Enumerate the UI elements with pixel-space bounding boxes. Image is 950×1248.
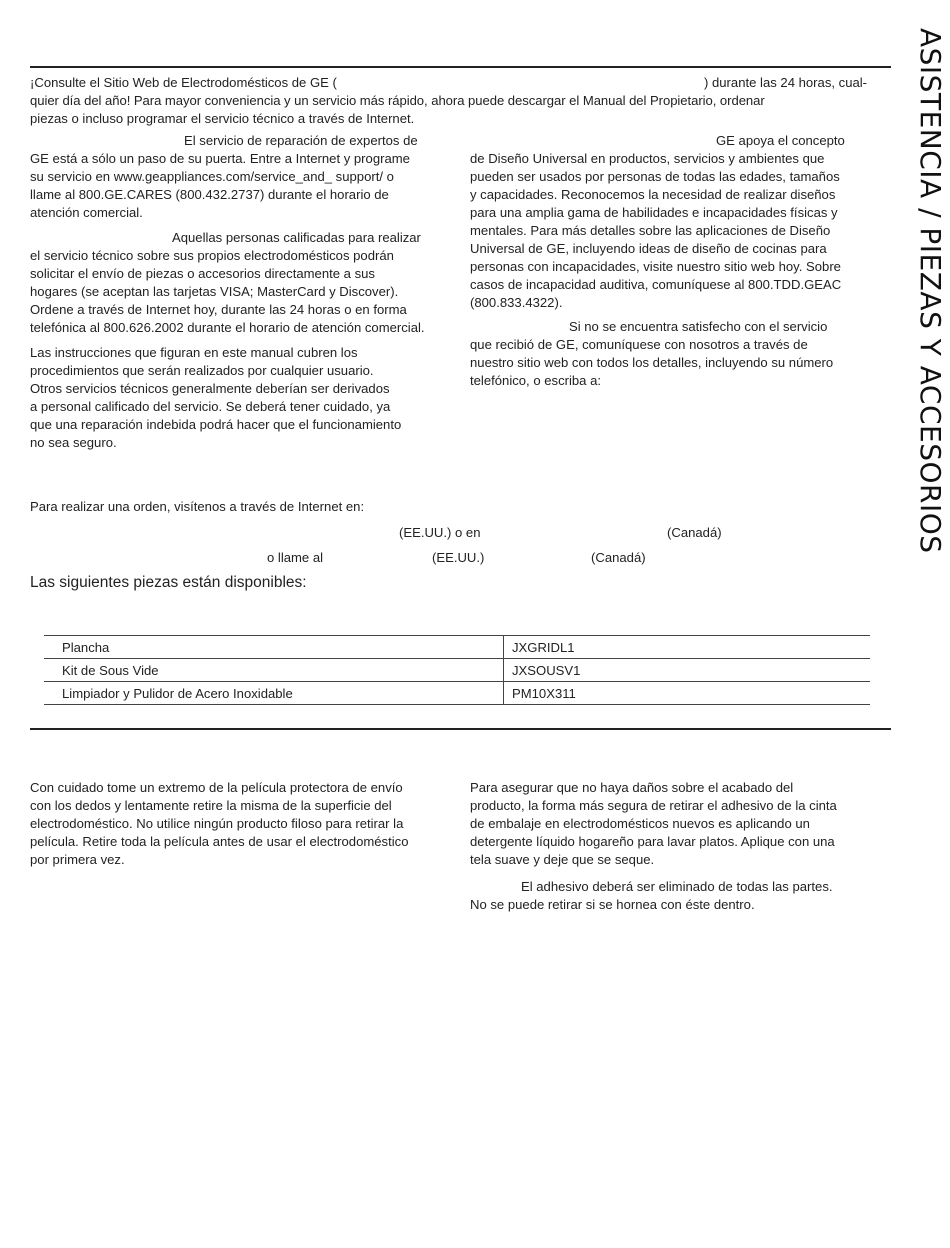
instructions-paragraph bbox=[30, 344, 460, 452]
text-line: su servicio en www.geappliances.com/service_and_ support/ o bbox=[30, 169, 394, 184]
text-line: (800.833.4322). bbox=[470, 295, 563, 310]
text-line: a personal calificado del servicio. Se deberá tener cuidado, ya bbox=[30, 399, 391, 414]
text-line: Universal de GE, incluyendo ideas de diseño de cocinas para bbox=[470, 241, 827, 256]
text-line: El servicio de reparación de expertos de bbox=[184, 133, 418, 148]
order-line: Para realizar una orden, visítenos a través de Internet en: bbox=[30, 499, 365, 514]
text-line: y capacidades. Reconocemos la necesidad de realizar diseños bbox=[470, 187, 836, 202]
order-call-label: o llame al bbox=[267, 550, 324, 565]
service-paragraph bbox=[30, 132, 460, 222]
intro-line-1-right: ) durante las 24 horas, cual- bbox=[704, 75, 868, 90]
text-line: telefónico, o escriba a: bbox=[470, 373, 602, 388]
text-line: Si no se encuentra satisfecho con el servicio bbox=[569, 319, 828, 334]
intro-line-3: piezas o incluso programar el servicio técnico a través de Internet. bbox=[30, 111, 415, 126]
text-line: tela suave y deje que se seque. bbox=[470, 852, 655, 867]
text-line: telefónica al 800.626.2002 durante el horario de atención comercial. bbox=[30, 320, 425, 335]
text-line: película. Retire toda la película antes de usar el electrodoméstico bbox=[30, 834, 409, 849]
text-line: que recibió de GE, comuníquese con nosotros a través de bbox=[470, 337, 808, 352]
text-line: producto, la forma más segura de retirar el adhesivo de la cinta bbox=[470, 798, 837, 813]
text-line: Las instrucciones que figuran en este manual cubren los bbox=[30, 345, 358, 360]
film-removal-paragraph bbox=[30, 779, 460, 869]
text-line: el servicio técnico sobre sus propios electrodomésticos podrán bbox=[30, 248, 394, 263]
part-number: JXGRIDL1 bbox=[504, 636, 871, 659]
order-us-label: (EE.UU.) o en bbox=[399, 525, 481, 540]
text-line: electrodoméstico. No utilice ningún producto filoso para retirar la bbox=[30, 816, 404, 831]
text-line: El adhesivo deberá ser eliminado de todas las partes. bbox=[521, 879, 833, 894]
table-row bbox=[44, 682, 870, 705]
text-line: solicitar el envío de piezas o accesorios directamente a sus bbox=[30, 266, 375, 281]
text-line: por primera vez. bbox=[30, 852, 125, 867]
parts-heading: Las siguientes piezas están disponibles: bbox=[30, 574, 307, 591]
text-line: nuestro sitio web con todos los detalles, incluyendo su número bbox=[470, 355, 834, 370]
top-divider bbox=[30, 66, 891, 68]
tape-removal-paragraph bbox=[470, 779, 895, 869]
text-line: procedimientos que serán realizados por cualquier usuario. bbox=[30, 363, 374, 378]
parts-table bbox=[44, 635, 870, 705]
text-line: atención comercial. bbox=[30, 205, 143, 220]
intro-line-2: quier día del año! Para mayor conveniencia y un servicio más rápido, ahora puede descargar el Manual del Propietario, ordenar bbox=[30, 93, 765, 108]
parts-paragraph bbox=[30, 229, 470, 337]
text-line: casos de incapacidad auditiva, comuníquese al 800.TDD.GEAC bbox=[470, 277, 842, 292]
part-name: Plancha bbox=[44, 636, 504, 659]
text-line: personas con incapacidades, visite nuestro sitio web hoy. Sobre bbox=[470, 259, 841, 274]
intro-line-1-left: ¡Consulte el Sitio Web de Electrodomésticos de GE ( bbox=[30, 75, 337, 90]
text-line: llame al 800.GE.CARES (800.432.2737) durante el horario de bbox=[30, 187, 389, 202]
text-line: Aquellas personas calificadas para realizar bbox=[172, 230, 421, 245]
text-line: que una reparación indebida podrá hacer que el funcionamiento bbox=[30, 417, 402, 432]
text-line: no sea seguro. bbox=[30, 435, 117, 450]
part-name: Kit de Sous Vide bbox=[44, 659, 504, 682]
universal-design-paragraph bbox=[470, 132, 895, 312]
text-line: con los dedos y lentamente retire la misma de la superficie del bbox=[30, 798, 392, 813]
text-line: de Diseño Universal en productos, servicios y ambientes que bbox=[470, 151, 825, 166]
table-row bbox=[44, 659, 870, 682]
section-divider bbox=[30, 728, 891, 730]
text-line: para una amplia gama de habilidades e incapacidades físicas y bbox=[470, 205, 838, 220]
part-number: PM10X311 bbox=[504, 682, 871, 705]
order-us-phone-label: (EE.UU.) bbox=[432, 550, 485, 565]
text-line: de embalaje en electrodomésticos nuevos es aplicando un bbox=[470, 816, 810, 831]
order-canada-phone-label: (Canadá) bbox=[591, 550, 646, 565]
section-side-title bbox=[915, 28, 947, 568]
contact-paragraph bbox=[470, 318, 895, 390]
adhesive-paragraph bbox=[470, 878, 895, 914]
text-line: hogares (se aceptan las tarjetas VISA; MasterCard y Discover). bbox=[30, 284, 399, 299]
text-line: mentales. Para más detalles sobre las aplicaciones de Diseño bbox=[470, 223, 831, 238]
text-line: Para asegurar que no haya daños sobre el acabado del bbox=[470, 780, 794, 795]
text-line: Con cuidado tome un extremo de la película protectora de envío bbox=[30, 780, 403, 795]
text-line: Otros servicios técnicos generalmente deberían ser derivados bbox=[30, 381, 390, 396]
table-row bbox=[44, 636, 870, 659]
part-number: JXSOUSV1 bbox=[504, 659, 871, 682]
order-canada-label: (Canadá) bbox=[667, 525, 722, 540]
text-line: GE está a sólo un paso de su puerta. Entre a Internet y programe bbox=[30, 151, 410, 166]
text-line: Ordene a través de Internet hoy, durante las 24 horas o en forma bbox=[30, 302, 407, 317]
side-title-text: ASISTENCIA / PIEZAS Y ACCESORIOS bbox=[914, 28, 947, 554]
part-name: Limpiador y Pulidor de Acero Inoxidable bbox=[44, 682, 504, 705]
text-line: detergente líquido hogareño para lavar platos. Aplique con una bbox=[470, 834, 835, 849]
text-line: pueden ser usados por personas de todas las edades, tamaños bbox=[470, 169, 840, 184]
text-line: GE apoya el concepto bbox=[716, 133, 845, 148]
text-line: No se puede retirar si se hornea con éste dentro. bbox=[470, 897, 755, 912]
